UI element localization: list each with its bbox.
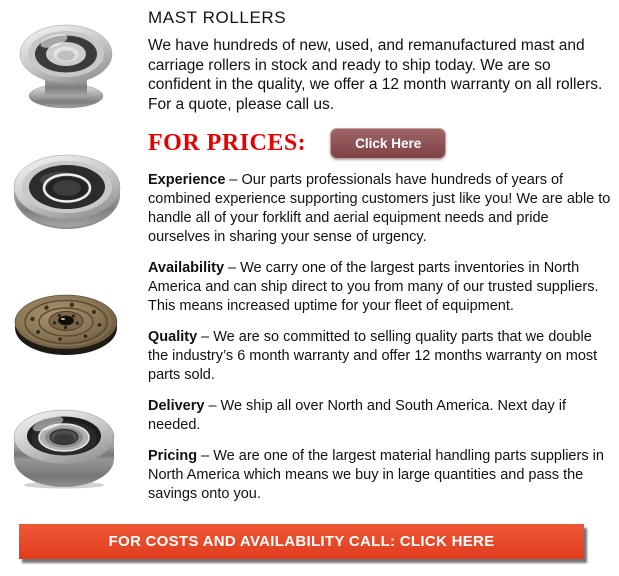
section-pricing (148, 447, 614, 504)
section-quality-text: – We are so committed to selling quality parts that we double the industry’s 6 month warranty and offer 12 months warranty on most parts sold. (148, 329, 598, 383)
section-experience-label: Experience (148, 172, 226, 188)
section-experience-text: – Our parts professionals have hundreds of years of combined experience supporting customers just like you! We are able to handle all of your forklift and aerial equipment needs and pride ourselves in sharing your sense of urgency. (148, 172, 611, 245)
section-delivery-text: – We ship all over North and South America. Next day if needed. (148, 398, 567, 433)
section-availability-label: Availability (148, 260, 225, 276)
intro-paragraph: We have hundreds of new, used, and remanufactured mast and carriage rollers in stock and ready to ship today. We are so confident in the quality, we offer a 12 month warranty on all rollers. For a quote, please call us. (148, 37, 603, 113)
section-quality-label: Quality (148, 329, 198, 345)
section-pricing-label: Pricing (148, 448, 198, 464)
product-photo-flanged-roller (16, 14, 116, 115)
product-photo-roller-bearing (12, 147, 122, 238)
section-availability-text: – We carry one of the largest parts inventories in North America and can ship direct to you from many of our trusted suppliers. This means increased uptime for your fleet of equipment. (148, 260, 599, 314)
product-photo-cup-bearing (12, 399, 116, 494)
section-experience (148, 171, 614, 247)
main-content (148, 8, 614, 516)
section-delivery-label: Delivery (148, 398, 205, 414)
feature-sections (148, 171, 614, 504)
product-photo-riveted-pulley (13, 284, 119, 365)
section-delivery (148, 397, 614, 435)
for-prices-label: FOR PRICES: (148, 129, 307, 156)
section-pricing-text: – We are one of the largest material handling parts suppliers in North America which means we buy in large quantities and pass the savings onto you. (148, 448, 604, 502)
click-here-button[interactable]: Click Here (330, 128, 446, 159)
section-availability (148, 259, 614, 316)
costs-availability-banner[interactable]: FOR COSTS AND AVAILABILITY CALL: CLICK HERE (19, 524, 584, 559)
section-quality (148, 328, 614, 385)
prices-row (148, 126, 614, 160)
page-title: MAST ROLLERS (148, 8, 287, 27)
